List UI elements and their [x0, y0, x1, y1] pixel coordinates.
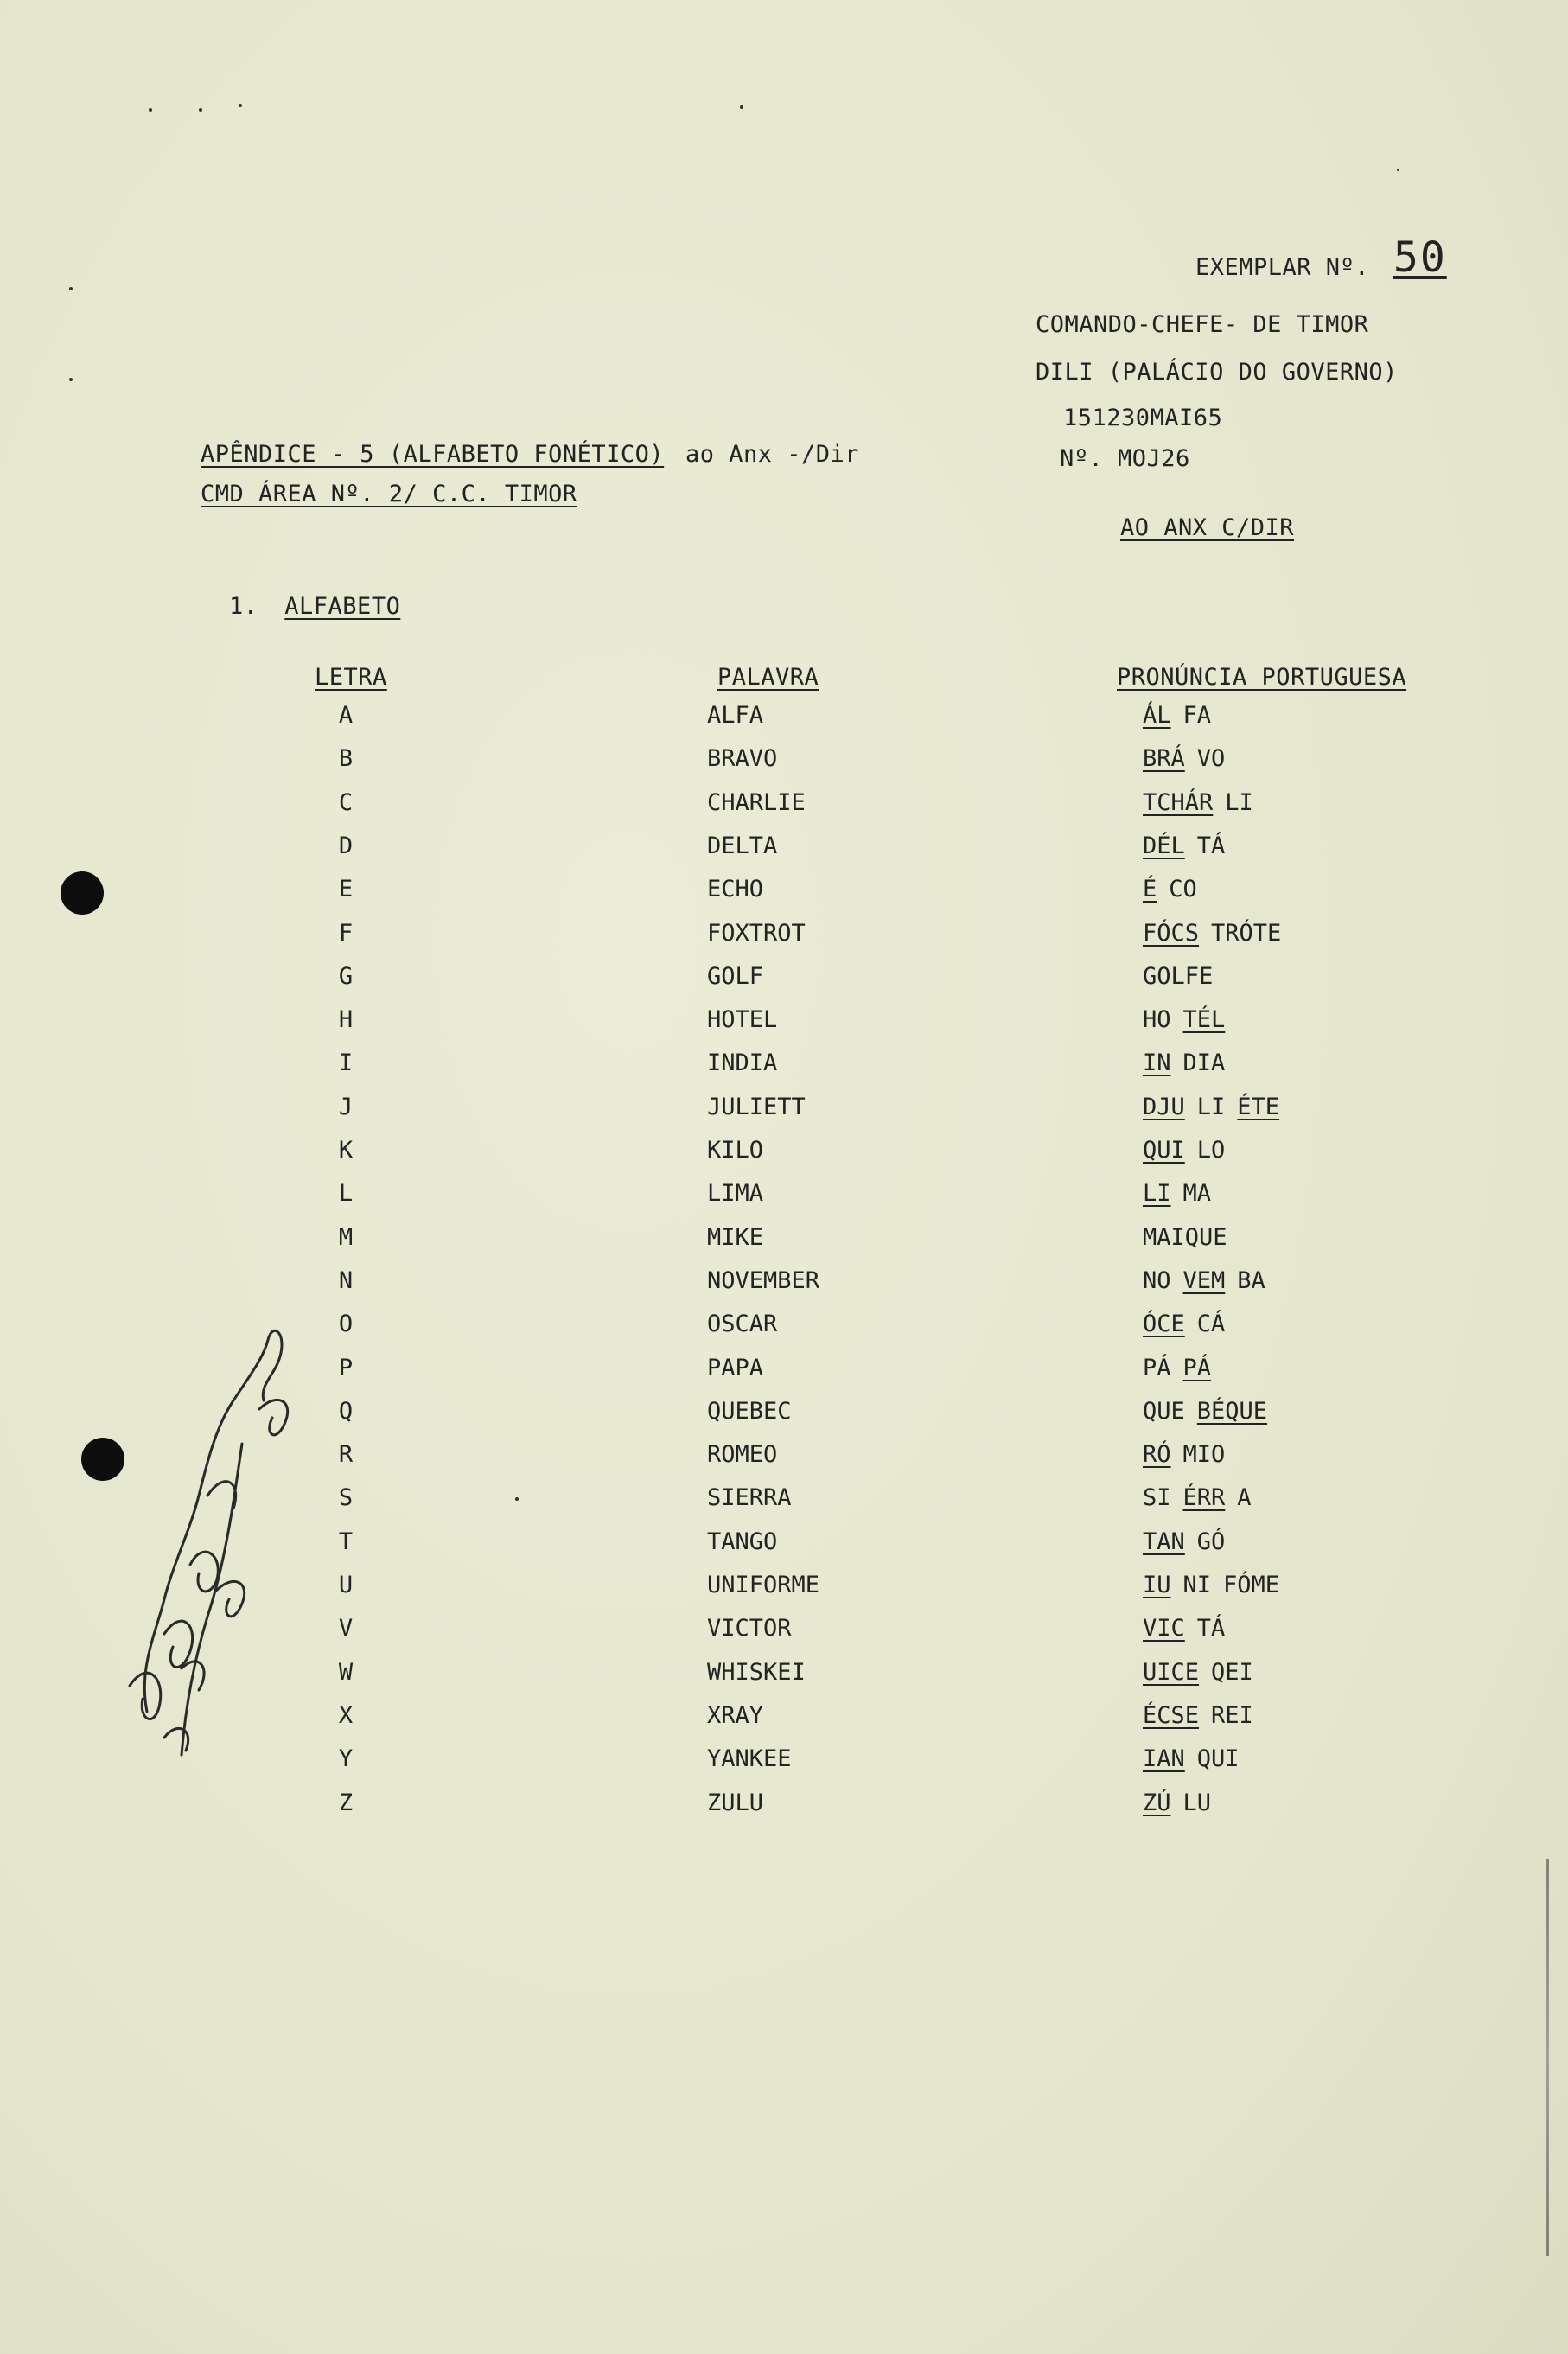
- stressed-syllable: RÓ: [1143, 1441, 1171, 1469]
- pronunciation-cell: [1143, 1616, 1237, 1642]
- letter-cell: F: [338, 919, 354, 947]
- table-row: [0, 1138, 1568, 1164]
- letter-cell: R: [338, 1441, 354, 1469]
- word-cell: YANKEE: [707, 1745, 792, 1773]
- word-cell: JULIETT: [707, 1093, 806, 1120]
- letter-cell: Q: [338, 1397, 354, 1425]
- pronunciation-cell: [1143, 1703, 1265, 1729]
- letter-cell: T: [338, 1528, 354, 1555]
- letter-cell: K: [338, 1137, 354, 1164]
- word-cell: CHARLIE: [707, 788, 806, 816]
- word-cell: MIKE: [707, 1223, 764, 1251]
- word-cell: ZULU: [707, 1789, 764, 1816]
- letter-cell: W: [338, 1658, 354, 1686]
- paper-speck: [239, 104, 242, 107]
- word-cell: ALFA: [707, 702, 764, 729]
- syllable: FÓME: [1223, 1572, 1280, 1598]
- syllable: PÁ: [1143, 1354, 1171, 1381]
- appendix-title: APÊNDICE - 5 (ALFABETO FONÉTICO): [201, 441, 665, 468]
- letter-cell: U: [338, 1572, 354, 1598]
- syllable: GOLFE: [1143, 962, 1214, 990]
- pronunciation-cell: [1143, 964, 1225, 990]
- pronunciation-cell: [1143, 1529, 1237, 1555]
- pronunciation-cell: [1143, 1790, 1223, 1816]
- section-heading: [229, 595, 400, 618]
- word-cell: LIMA: [707, 1180, 764, 1208]
- word-cell: ROMEO: [707, 1441, 778, 1469]
- letter-cell: M: [338, 1223, 354, 1251]
- word-cell: INDIA: [707, 1049, 778, 1077]
- syllable: MIO: [1182, 1441, 1226, 1469]
- letter-cell: G: [338, 962, 354, 990]
- syllable: BA: [1237, 1266, 1265, 1294]
- syllable: FA: [1182, 702, 1212, 729]
- letter-cell: Z: [338, 1789, 354, 1816]
- table-row: [0, 1181, 1568, 1207]
- pronunciation-cell: [1143, 1050, 1237, 1076]
- syllable: HO: [1143, 1006, 1171, 1034]
- syllable: LI: [1196, 1093, 1226, 1120]
- letter-cell: O: [338, 1311, 354, 1338]
- pronunciation-cell: [1143, 1442, 1237, 1468]
- stressed-syllable: IU: [1143, 1572, 1171, 1598]
- syllable: QUI: [1196, 1745, 1240, 1773]
- table-row: [0, 1225, 1568, 1251]
- word-cell: SIERRA: [707, 1484, 792, 1512]
- letter-cell: P: [338, 1354, 354, 1381]
- pronunciation-cell: [1143, 1007, 1237, 1033]
- word-cell: XRAY: [707, 1701, 764, 1729]
- letter-cell: J: [338, 1093, 354, 1120]
- stressed-syllable: PÁ: [1182, 1354, 1212, 1381]
- word-cell: BRAVO: [707, 745, 778, 773]
- word-cell: WHISKEI: [707, 1658, 806, 1686]
- table-row: [0, 833, 1568, 859]
- letter-cell: S: [338, 1484, 354, 1512]
- stressed-syllable: ÉCSE: [1143, 1701, 1200, 1729]
- syllable: CO: [1169, 876, 1197, 903]
- word-cell: TANGO: [707, 1528, 778, 1555]
- letter-cell: X: [338, 1701, 354, 1729]
- stressed-syllable: DJU: [1143, 1093, 1185, 1120]
- reference-number: Nº. MOJ26: [1060, 445, 1190, 472]
- word-cell: HOTEL: [707, 1006, 778, 1034]
- letter-cell: I: [338, 1049, 354, 1077]
- pronunciation-cell: [1143, 1094, 1291, 1120]
- paper-speck: [199, 108, 202, 112]
- pronunciation-cell: [1143, 1311, 1237, 1337]
- location-line: DILI (PALÁCIO DO GOVERNO): [1036, 359, 1398, 386]
- section-title: ALFABETO: [284, 593, 401, 620]
- stressed-syllable: IN: [1143, 1049, 1171, 1077]
- letter-cell: C: [338, 788, 354, 816]
- command-line: COMANDO-CHEFE- DE TIMOR: [1036, 311, 1369, 338]
- word-cell: QUEBEC: [707, 1397, 792, 1425]
- word-cell: FOXTROT: [707, 919, 806, 947]
- word-cell: OSCAR: [707, 1311, 778, 1338]
- stressed-syllable: ZÚ: [1143, 1789, 1171, 1816]
- stressed-syllable: UICE: [1143, 1658, 1200, 1686]
- paper-speck: [740, 105, 743, 109]
- stressed-syllable: IAN: [1143, 1745, 1185, 1773]
- stressed-syllable: BÉQUE: [1196, 1397, 1268, 1425]
- paper-speck: [149, 108, 152, 112]
- letter-cell: A: [338, 702, 354, 729]
- pronunciation-cell: [1143, 833, 1237, 859]
- syllable: REI: [1211, 1701, 1253, 1729]
- syllable: LO: [1196, 1137, 1226, 1164]
- stressed-syllable: ÁL: [1143, 702, 1171, 729]
- syllable: QEI: [1211, 1658, 1253, 1686]
- letter-cell: H: [338, 1006, 354, 1034]
- table-row: [0, 921, 1568, 947]
- column-header-pronunciation: PRONÚNCIA PORTUGUESA: [1117, 664, 1407, 691]
- appendix-area-line: CMD ÁREA Nº. 2/ C.C. TIMOR: [201, 481, 577, 507]
- pronunciation-cell: [1143, 790, 1265, 816]
- pronunciation-cell: [1143, 1268, 1278, 1294]
- stressed-syllable: TAN: [1143, 1528, 1185, 1555]
- word-cell: UNIFORME: [707, 1572, 820, 1598]
- table-row: [0, 1050, 1568, 1076]
- stressed-syllable: É: [1143, 876, 1157, 903]
- stressed-syllable: VEM: [1182, 1266, 1226, 1294]
- table-row: [0, 1094, 1568, 1120]
- annex-reference: AO ANX C/DIR: [1120, 514, 1295, 541]
- table-row: [0, 877, 1568, 903]
- pronunciation-cell: [1143, 921, 1293, 947]
- pronunciation-cell: [1143, 1660, 1265, 1686]
- pronunciation-cell: [1143, 1485, 1264, 1511]
- word-cell: DELTA: [707, 832, 778, 859]
- table-row: [0, 790, 1568, 816]
- syllable: A: [1237, 1484, 1252, 1512]
- syllable: TÁ: [1196, 1615, 1226, 1643]
- syllable: NI: [1182, 1572, 1212, 1598]
- stressed-syllable: TCHÁR: [1143, 788, 1214, 816]
- appendix-title-line: [201, 443, 859, 466]
- stressed-syllable: ÉRR: [1182, 1484, 1226, 1512]
- exemplar-label: EXEMPLAR Nº.: [1195, 254, 1370, 281]
- letter-cell: V: [338, 1615, 354, 1643]
- pronunciation-cell: [1143, 1573, 1291, 1598]
- pronunciation-cell: [1143, 877, 1209, 903]
- letter-cell: L: [338, 1180, 354, 1208]
- syllable: MAIQUE: [1143, 1223, 1227, 1251]
- syllable: VO: [1196, 745, 1226, 773]
- word-cell: KILO: [707, 1137, 764, 1164]
- pronunciation-cell: [1143, 1181, 1223, 1207]
- table-row: [0, 746, 1568, 772]
- exemplar-number: 50: [1393, 233, 1447, 282]
- handwritten-signature: [112, 1305, 311, 1789]
- syllable: TÁ: [1196, 832, 1226, 859]
- stressed-syllable: FÓCS: [1143, 919, 1200, 947]
- stressed-syllable: ÓCE: [1143, 1311, 1185, 1338]
- letter-cell: E: [338, 876, 354, 903]
- word-cell: NOVEMBER: [707, 1266, 820, 1294]
- syllable: LI: [1225, 788, 1253, 816]
- syllable: SI: [1143, 1484, 1171, 1512]
- pronunciation-cell: [1143, 1746, 1252, 1772]
- section-number: 1.: [229, 593, 258, 620]
- word-cell: VICTOR: [707, 1615, 792, 1643]
- stressed-syllable: LI: [1143, 1180, 1171, 1208]
- syllable: NO: [1143, 1266, 1171, 1294]
- stressed-syllable: BRÁ: [1143, 745, 1185, 773]
- table-row: [0, 1268, 1568, 1294]
- pronunciation-cell: [1143, 1225, 1240, 1251]
- syllable: LU: [1182, 1789, 1212, 1816]
- pronunciation-cell: [1143, 1399, 1279, 1425]
- page-edge-shadow: [1546, 1859, 1549, 2256]
- syllable: GÓ: [1196, 1528, 1226, 1555]
- syllable: MA: [1182, 1180, 1212, 1208]
- table-row: [0, 964, 1568, 990]
- pronunciation-cell: [1143, 746, 1237, 772]
- word-cell: ECHO: [707, 876, 764, 903]
- table-row: [0, 1007, 1568, 1033]
- syllable: DIA: [1182, 1049, 1226, 1077]
- pronunciation-cell: [1143, 1356, 1223, 1381]
- stressed-syllable: QUI: [1143, 1137, 1185, 1164]
- stressed-syllable: VIC: [1143, 1615, 1185, 1643]
- syllable: TRÓTE: [1211, 919, 1282, 947]
- word-cell: GOLF: [707, 962, 764, 990]
- appendix-suffix: ao Anx -/Dir: [685, 441, 860, 468]
- pronunciation-cell: [1143, 1138, 1237, 1164]
- syllable: QUE: [1143, 1397, 1185, 1425]
- stressed-syllable: TÉL: [1182, 1006, 1226, 1034]
- paper-speck: [1397, 169, 1399, 171]
- table-row: [0, 1790, 1568, 1816]
- word-cell: PAPA: [707, 1354, 764, 1381]
- pronunciation-cell: [1143, 703, 1223, 729]
- letter-cell: B: [338, 745, 354, 773]
- paper-speck: [69, 378, 73, 381]
- stressed-syllable: ÉTE: [1237, 1093, 1280, 1120]
- column-header-letter: LETRA: [315, 664, 387, 691]
- letter-cell: D: [338, 832, 354, 859]
- date-time-group: 151230MAI65: [1063, 405, 1223, 431]
- column-header-word: PALAVRA: [717, 664, 819, 691]
- letter-cell: N: [338, 1266, 354, 1294]
- paper-speck: [69, 287, 73, 290]
- syllable: CÁ: [1196, 1311, 1226, 1338]
- letter-cell: Y: [338, 1745, 354, 1773]
- stressed-syllable: DÉL: [1143, 832, 1185, 859]
- table-row: [0, 703, 1568, 729]
